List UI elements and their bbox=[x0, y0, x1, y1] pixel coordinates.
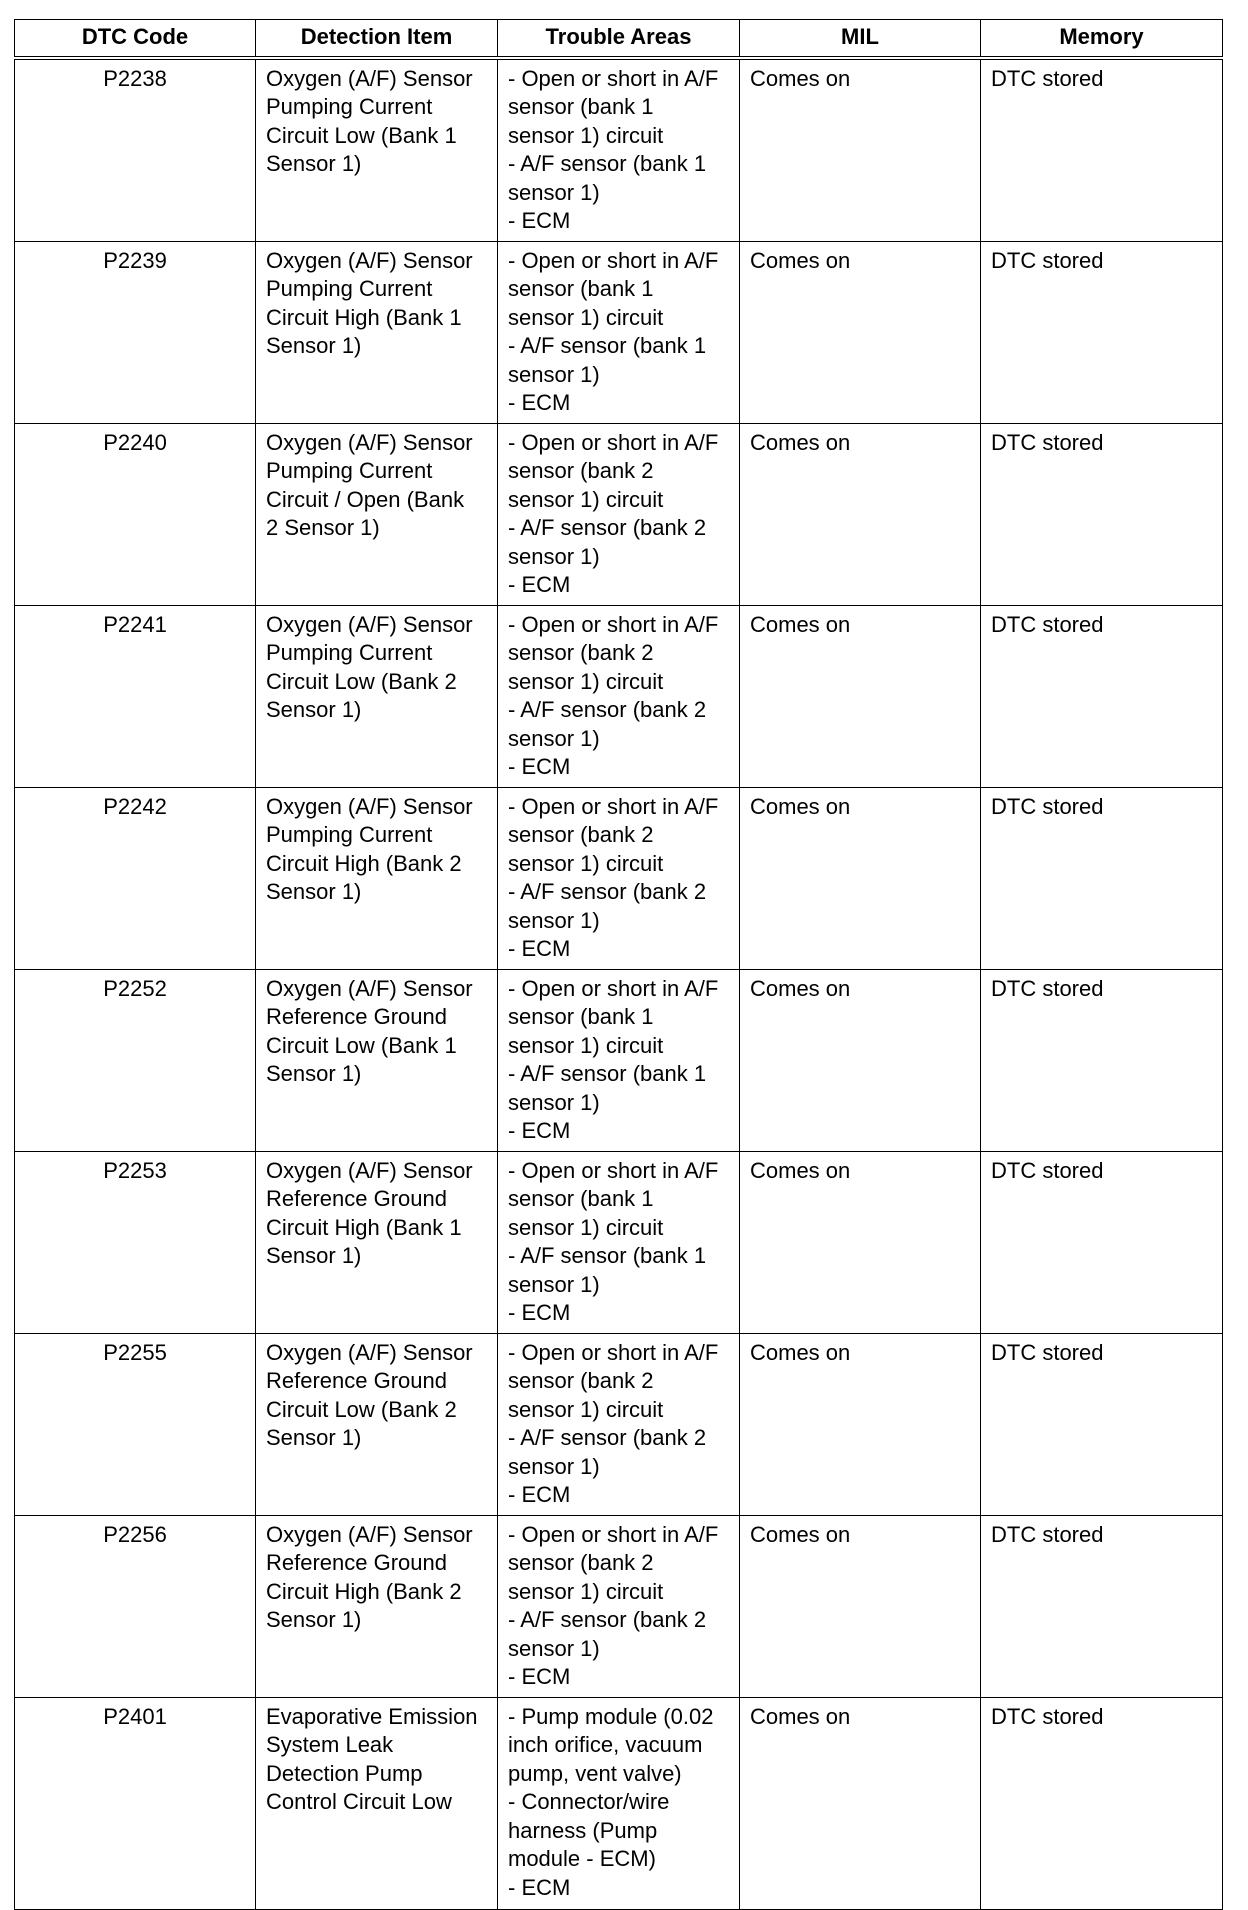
detection-item-line: Reference Ground bbox=[266, 1368, 447, 1393]
trouble-area-line: sensor (bank 1 bbox=[508, 94, 654, 119]
trouble-area-line: sensor 1) bbox=[508, 361, 600, 387]
detection-item-cell bbox=[256, 1151, 498, 1333]
detection-item-line: Oxygen (A/F) Sensor bbox=[266, 1157, 473, 1183]
trouble-area-line: sensor 1) bbox=[508, 543, 600, 569]
detection-item-cell bbox=[256, 787, 498, 969]
detection-item-line: Oxygen (A/F) Sensor bbox=[266, 793, 473, 819]
header-detection-item: Detection Item bbox=[256, 20, 498, 58]
trouble-area-line: sensor 1) circuit bbox=[508, 304, 664, 330]
trouble-area-line: - A/F sensor (bank 1 bbox=[508, 333, 707, 358]
trouble-area-line: sensor 1) circuit bbox=[508, 122, 664, 148]
detection-item-line: Oxygen (A/F) Sensor bbox=[266, 975, 473, 1001]
table-body bbox=[15, 58, 1223, 1910]
trouble-area-line: sensor 1) bbox=[508, 179, 600, 205]
memory-cell: DTC stored bbox=[981, 1151, 1223, 1333]
trouble-area-line: sensor (bank 2 bbox=[508, 458, 654, 483]
memory-cell: DTC stored bbox=[981, 1697, 1223, 1909]
trouble-area-line: pump, vent valve) bbox=[508, 1760, 682, 1786]
detection-item-line: Circuit Low (Bank 1 bbox=[266, 1032, 457, 1058]
detection-item-line: Circuit High (Bank 2 bbox=[266, 850, 462, 876]
dtc-code-cell: P2240 bbox=[15, 423, 256, 605]
detection-item-line: Sensor 1) bbox=[266, 151, 362, 176]
trouble-area-line: - Open or short in A/F bbox=[508, 65, 719, 91]
dtc-code-cell: P2401 bbox=[15, 1697, 256, 1909]
trouble-area-line: - Open or short in A/F bbox=[508, 247, 719, 273]
trouble-area-line: - Open or short in A/F bbox=[508, 429, 719, 455]
detection-item-line: Pumping Current bbox=[266, 94, 433, 119]
detection-item-line: Detection Pump bbox=[266, 1760, 423, 1786]
trouble-area-line: - A/F sensor (bank 2 bbox=[508, 879, 707, 904]
mil-cell: Comes on bbox=[740, 1697, 981, 1909]
detection-item-line: Reference Ground bbox=[266, 1186, 447, 1211]
detection-item-cell bbox=[256, 605, 498, 787]
header-memory: Memory bbox=[981, 20, 1223, 58]
trouble-area-line: - ECM bbox=[508, 754, 571, 779]
mil-cell: Comes on bbox=[740, 241, 981, 423]
trouble-area-line: - A/F sensor (bank 1 bbox=[508, 151, 707, 176]
header-row bbox=[15, 20, 1223, 58]
trouble-area-line: - A/F sensor (bank 2 bbox=[508, 697, 707, 722]
trouble-area-line: - ECM bbox=[508, 1664, 571, 1689]
dtc-table bbox=[14, 19, 1223, 1910]
trouble-area-line: sensor 1) circuit bbox=[508, 668, 664, 694]
trouble-areas-cell bbox=[498, 969, 740, 1151]
detection-item-cell bbox=[256, 241, 498, 423]
detection-item-cell bbox=[256, 1697, 498, 1909]
detection-item-cell bbox=[256, 423, 498, 605]
detection-item-line: Oxygen (A/F) Sensor bbox=[266, 65, 473, 91]
trouble-area-line: - Open or short in A/F bbox=[508, 1157, 719, 1183]
trouble-area-line: harness (Pump bbox=[508, 1817, 658, 1843]
detection-item-line: Oxygen (A/F) Sensor bbox=[266, 247, 473, 273]
detection-item-line: Sensor 1) bbox=[266, 1243, 362, 1268]
trouble-area-line: - ECM bbox=[508, 390, 571, 415]
memory-cell: DTC stored bbox=[981, 1333, 1223, 1515]
detection-item-line: Sensor 1) bbox=[266, 879, 362, 904]
detection-item-line: Oxygen (A/F) Sensor bbox=[266, 1521, 473, 1547]
dtc-code-cell: P2241 bbox=[15, 605, 256, 787]
trouble-area-line: - Open or short in A/F bbox=[508, 1521, 719, 1547]
detection-item-line: Pumping Current bbox=[266, 276, 433, 301]
dtc-table-container bbox=[14, 19, 1222, 1910]
trouble-area-line: sensor 1) circuit bbox=[508, 850, 664, 876]
detection-item-line: Reference Ground bbox=[266, 1004, 447, 1029]
trouble-area-line: sensor 1) bbox=[508, 1635, 600, 1661]
memory-cell: DTC stored bbox=[981, 241, 1223, 423]
trouble-areas-cell bbox=[498, 1151, 740, 1333]
trouble-areas-cell bbox=[498, 423, 740, 605]
trouble-area-line: sensor 1) bbox=[508, 907, 600, 933]
detection-item-line: Circuit Low (Bank 2 bbox=[266, 1396, 457, 1422]
detection-item-line: Sensor 1) bbox=[266, 1607, 362, 1632]
memory-cell: DTC stored bbox=[981, 787, 1223, 969]
mil-cell: Comes on bbox=[740, 1333, 981, 1515]
trouble-areas-cell bbox=[498, 58, 740, 242]
detection-item-line: Sensor 1) bbox=[266, 1061, 362, 1086]
detection-item-line: Sensor 1) bbox=[266, 1425, 362, 1450]
header-dtc-code: DTC Code bbox=[15, 20, 256, 58]
header-mil: MIL bbox=[740, 20, 981, 58]
detection-item-line: Pumping Current bbox=[266, 458, 433, 483]
trouble-area-line: - A/F sensor (bank 1 bbox=[508, 1243, 707, 1268]
detection-item-line: Sensor 1) bbox=[266, 697, 362, 722]
detection-item-line: System Leak bbox=[266, 1732, 394, 1757]
detection-item-line: Oxygen (A/F) Sensor bbox=[266, 1339, 473, 1365]
dtc-code-cell: P2255 bbox=[15, 1333, 256, 1515]
mil-cell: Comes on bbox=[740, 58, 981, 242]
dtc-code-cell: P2242 bbox=[15, 787, 256, 969]
trouble-area-line: sensor (bank 1 bbox=[508, 276, 654, 301]
trouble-area-line: sensor (bank 1 bbox=[508, 1186, 654, 1211]
trouble-areas-cell bbox=[498, 241, 740, 423]
trouble-areas-cell bbox=[498, 1333, 740, 1515]
table-row bbox=[15, 787, 1223, 969]
trouble-area-line: - ECM bbox=[508, 1118, 571, 1143]
detection-item-line: Evaporative Emission bbox=[266, 1703, 478, 1729]
dtc-code-cell: P2238 bbox=[15, 58, 256, 242]
trouble-area-line: sensor (bank 2 bbox=[508, 1368, 654, 1393]
detection-item-line: Circuit High (Bank 2 bbox=[266, 1578, 462, 1604]
detection-item-cell bbox=[256, 1515, 498, 1697]
detection-item-line: Circuit High (Bank 1 bbox=[266, 304, 462, 330]
memory-cell: DTC stored bbox=[981, 423, 1223, 605]
trouble-area-line: - ECM bbox=[508, 936, 571, 961]
detection-item-cell bbox=[256, 1333, 498, 1515]
mil-cell: Comes on bbox=[740, 1515, 981, 1697]
trouble-area-line: - Connector/wire bbox=[508, 1789, 670, 1814]
memory-cell: DTC stored bbox=[981, 605, 1223, 787]
trouble-area-line: - Pump module (0.02 bbox=[508, 1703, 714, 1729]
mil-cell: Comes on bbox=[740, 1151, 981, 1333]
detection-item-line: 2 Sensor 1) bbox=[266, 515, 380, 540]
trouble-area-line: - Open or short in A/F bbox=[508, 975, 719, 1001]
trouble-area-line: sensor 1) bbox=[508, 1453, 600, 1479]
detection-item-line: Pumping Current bbox=[266, 822, 433, 847]
trouble-area-line: - A/F sensor (bank 2 bbox=[508, 1607, 707, 1632]
table-row bbox=[15, 1697, 1223, 1909]
trouble-area-line: sensor 1) bbox=[508, 1271, 600, 1297]
table-row bbox=[15, 1515, 1223, 1697]
trouble-area-line: - Open or short in A/F bbox=[508, 1339, 719, 1365]
trouble-area-line: sensor (bank 1 bbox=[508, 1004, 654, 1029]
trouble-areas-cell bbox=[498, 605, 740, 787]
trouble-area-line: - Open or short in A/F bbox=[508, 793, 719, 819]
trouble-areas-cell bbox=[498, 1515, 740, 1697]
trouble-area-line: sensor 1) circuit bbox=[508, 1214, 664, 1240]
detection-item-line: Oxygen (A/F) Sensor bbox=[266, 611, 473, 637]
detection-item-line: Circuit Low (Bank 1 bbox=[266, 122, 457, 148]
trouble-areas-cell bbox=[498, 787, 740, 969]
mil-cell: Comes on bbox=[740, 605, 981, 787]
table-row bbox=[15, 58, 1223, 242]
dtc-code-cell: P2239 bbox=[15, 241, 256, 423]
trouble-area-line: - ECM bbox=[508, 1482, 571, 1507]
detection-item-line: Reference Ground bbox=[266, 1550, 447, 1575]
trouble-area-line: sensor 1) circuit bbox=[508, 1578, 664, 1604]
mil-cell: Comes on bbox=[740, 969, 981, 1151]
trouble-area-line: - ECM bbox=[508, 572, 571, 597]
detection-item-cell bbox=[256, 969, 498, 1151]
trouble-area-line: sensor (bank 2 bbox=[508, 640, 654, 665]
table-row bbox=[15, 1151, 1223, 1333]
table-row bbox=[15, 969, 1223, 1151]
trouble-area-line: sensor (bank 2 bbox=[508, 822, 654, 847]
mil-cell: Comes on bbox=[740, 423, 981, 605]
detection-item-line: Pumping Current bbox=[266, 640, 433, 665]
trouble-area-line: - ECM bbox=[508, 1874, 571, 1900]
memory-cell: DTC stored bbox=[981, 58, 1223, 242]
detection-item-line: Circuit High (Bank 1 bbox=[266, 1214, 462, 1240]
table-row bbox=[15, 423, 1223, 605]
detection-item-cell bbox=[256, 58, 498, 242]
trouble-area-line: sensor 1) circuit bbox=[508, 1396, 664, 1422]
memory-cell: DTC stored bbox=[981, 1515, 1223, 1697]
trouble-area-line: - A/F sensor (bank 1 bbox=[508, 1061, 707, 1086]
trouble-area-line: sensor 1) bbox=[508, 725, 600, 751]
table-row bbox=[15, 1333, 1223, 1515]
trouble-area-line: - Open or short in A/F bbox=[508, 611, 719, 637]
trouble-area-line: - ECM bbox=[508, 208, 571, 233]
table-header bbox=[15, 20, 1223, 58]
memory-cell: DTC stored bbox=[981, 969, 1223, 1151]
trouble-areas-cell bbox=[498, 1697, 740, 1909]
trouble-area-line: inch orifice, vacuum bbox=[508, 1732, 703, 1757]
trouble-area-line: - A/F sensor (bank 2 bbox=[508, 1425, 707, 1450]
trouble-area-line: module - ECM) bbox=[508, 1846, 656, 1871]
table-row bbox=[15, 605, 1223, 787]
detection-item-line: Sensor 1) bbox=[266, 333, 362, 358]
detection-item-line: Circuit / Open (Bank bbox=[266, 486, 465, 512]
dtc-code-cell: P2252 bbox=[15, 969, 256, 1151]
detection-item-line: Oxygen (A/F) Sensor bbox=[266, 429, 473, 455]
trouble-area-line: sensor 1) circuit bbox=[508, 486, 664, 512]
mil-cell: Comes on bbox=[740, 787, 981, 969]
table-row bbox=[15, 241, 1223, 423]
trouble-area-line: sensor (bank 2 bbox=[508, 1550, 654, 1575]
trouble-area-line: sensor 1) bbox=[508, 1089, 600, 1115]
dtc-code-cell: P2256 bbox=[15, 1515, 256, 1697]
detection-item-line: Circuit Low (Bank 2 bbox=[266, 668, 457, 694]
trouble-area-line: - A/F sensor (bank 2 bbox=[508, 515, 707, 540]
header-trouble-areas: Trouble Areas bbox=[498, 20, 740, 58]
trouble-area-line: sensor 1) circuit bbox=[508, 1032, 664, 1058]
dtc-code-cell: P2253 bbox=[15, 1151, 256, 1333]
trouble-area-line: - ECM bbox=[508, 1300, 571, 1325]
detection-item-line: Control Circuit Low bbox=[266, 1789, 452, 1814]
